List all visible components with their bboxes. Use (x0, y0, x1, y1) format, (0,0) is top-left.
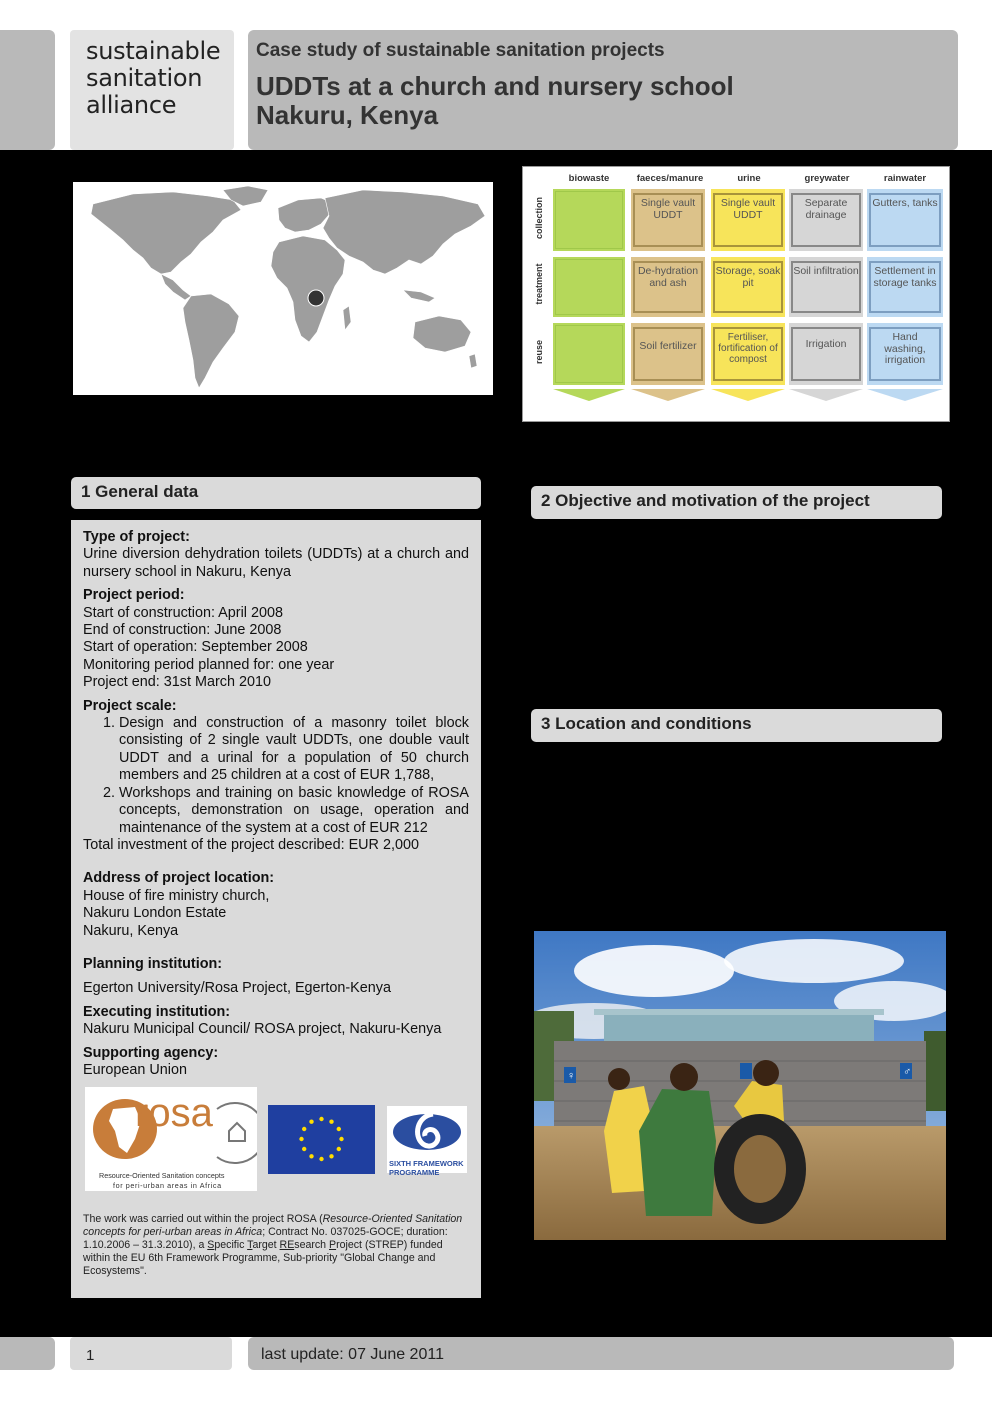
toilet-sign: ♂ (903, 1066, 912, 1078)
logo-line: alliance (86, 91, 177, 119)
left-tab-footer (0, 1337, 55, 1370)
photo-children-toilet-block (534, 931, 946, 1240)
cell-rainwater-collection: Gutters, tanks (869, 193, 941, 247)
cell-faeces-treatment: De-hydration and ash (633, 261, 703, 313)
row-header-treatment: treatment (534, 263, 544, 305)
cell-greywater-collection: Separate drainage (791, 193, 861, 247)
ssa-logo (70, 30, 234, 150)
world-map-icon (73, 182, 493, 395)
type-of-project-text: Urine diversion dehydration toilets (UDDTs) at a church and nursery school in Nakuru, Kenya (83, 546, 469, 580)
rosa-logo (85, 1087, 257, 1191)
executing-heading: Executing institution: (83, 1003, 231, 1020)
supporting-text: European Union (83, 1061, 188, 1078)
total-investment: Total investment of the project described: EUR 2,000 (83, 836, 419, 853)
cell-rainwater-treatment: Settlement in storage tanks (869, 261, 941, 313)
general-data-panel (71, 520, 481, 1298)
funding-footnote: The work was carried out within the project ROSA (Resource-Oriented Sanitation concepts for peri-urban areas in Africa; Contract No. 037025-GOCE; duration: 1.10.2006 – 31.3.2010), a Specific Target REsearch Project (STREP) funded within the EU 6th Framework Programme, Sub-priority "Global Change and Ecosystems". (83, 1213, 463, 1277)
row-header-reuse: reuse (534, 339, 544, 365)
logo-line: sanitation (86, 64, 203, 92)
biowaste-cell (555, 191, 623, 249)
row-divider (551, 317, 945, 323)
period-line: Start of construction: April 2008 (83, 604, 283, 621)
section-heading-location: 3 Location and conditions (531, 709, 942, 742)
column-header-biowaste: biowaste (568, 173, 610, 184)
project-scale-list (119, 715, 469, 837)
page-number-box (70, 1337, 232, 1370)
column-header-greywater: greywater (804, 173, 850, 184)
page-title-location: Nakuru, Kenya (256, 100, 439, 130)
rosa-caption: Resource-Oriented Sanitation concepts (99, 1171, 225, 1180)
planning-heading: Planning institution: (83, 955, 223, 972)
type-of-project-heading: Type of project: (83, 529, 190, 545)
eu-flag-logo (268, 1105, 375, 1174)
arrow-icon (711, 389, 785, 401)
address-line: House of fire ministry church, (83, 887, 270, 904)
toilet-sign: ♀ (567, 1070, 576, 1082)
project-scale-heading: Project scale: (83, 697, 177, 714)
fp6-text: SIXTH FRAMEWORK (389, 1159, 464, 1168)
section-heading-objective: 2 Objective and motivation of the project (531, 486, 942, 519)
header-subtitle: Case study of sustainable sanitation projects (256, 40, 665, 61)
cell-urine-reuse: Fertiliser, fortification of compost (713, 327, 783, 381)
cell-greywater-treatment: Soil infiltration (791, 261, 861, 313)
row-divider (551, 251, 945, 257)
supporting-heading: Supporting agency: (83, 1044, 219, 1061)
column-header-urine: urine (737, 173, 761, 184)
page-number: 1 (86, 1347, 95, 1364)
cell-urine-collection: Single vault UDDT (713, 193, 783, 247)
world-map (73, 182, 493, 395)
last-update: last update: 07 June 2011 (261, 1346, 444, 1363)
biowaste-cell (555, 325, 623, 383)
column-header-rainwater: rainwater (883, 173, 927, 184)
executing-text: Nakuru Municipal Council/ ROSA project, Nakuru-Kenya (83, 1021, 442, 1038)
row-header-collection: collection (534, 197, 544, 240)
eu-stars-icon (268, 1105, 375, 1174)
fp6-logo (387, 1106, 467, 1177)
address-line: Nakuru, Kenya (83, 922, 179, 939)
scale-item: 1. Design and construction of a masonry toilet block consisting of 2 single vault UDDTs, one double vault UDDT and a urinal for a population of 50 church members and 25 children at a cost of EUR 1,788, (119, 715, 469, 785)
column-header-faeces: faeces/manure (636, 173, 704, 184)
fp6-text: PROGRAMME (389, 1168, 440, 1177)
scale-item: 2. Workshops and training on basic knowledge of ROSA concepts, demonstration on usage, operation and maintenance of the system at a cost of EUR 212 (119, 785, 469, 837)
arrow-icon (789, 389, 863, 401)
cell-rainwater-reuse: Hand washing, irrigation (869, 327, 941, 381)
biowaste-cell (555, 259, 623, 315)
sanitation-system-matrix (522, 166, 950, 422)
section-heading-general: 1 General data (71, 477, 481, 509)
logo-line: sustainable (86, 37, 221, 65)
left-tab-header (0, 30, 55, 150)
rosa-name: rosa (135, 1091, 213, 1135)
project-period-heading: Project period: (83, 587, 185, 604)
cell-faeces-reuse: Soil fertilizer (633, 327, 703, 381)
header-banner (248, 30, 958, 150)
planning-text: Egerton University/Rosa Project, Egerton-Kenya (83, 980, 391, 997)
page-title: UDDTs at a church and nursery school (256, 71, 734, 101)
period-line: Monitoring period planned for: one year (83, 656, 335, 673)
arrow-icon (631, 389, 705, 401)
rosa-caption: for peri-urban areas in Africa (113, 1181, 222, 1190)
cell-urine-treatment: Storage, soak pit (713, 261, 783, 313)
cell-greywater-reuse: Irrigation (791, 327, 861, 381)
fp6-icon (387, 1106, 467, 1156)
address-heading: Address of project location: (83, 870, 275, 887)
flow-arrows (523, 387, 951, 403)
cell-faeces-collection: Single vault UDDT (633, 193, 703, 247)
address-line: Nakuru London Estate (83, 905, 227, 922)
arrow-icon (553, 389, 625, 401)
period-line: End of construction: June 2008 (83, 622, 282, 639)
project-photo (534, 931, 946, 1240)
last-update-box (248, 1337, 954, 1370)
period-line: Project end: 31st March 2010 (83, 674, 271, 691)
kenya-marker (308, 290, 324, 306)
arrow-icon (867, 389, 943, 401)
period-line: Start of operation: September 2008 (83, 639, 308, 656)
